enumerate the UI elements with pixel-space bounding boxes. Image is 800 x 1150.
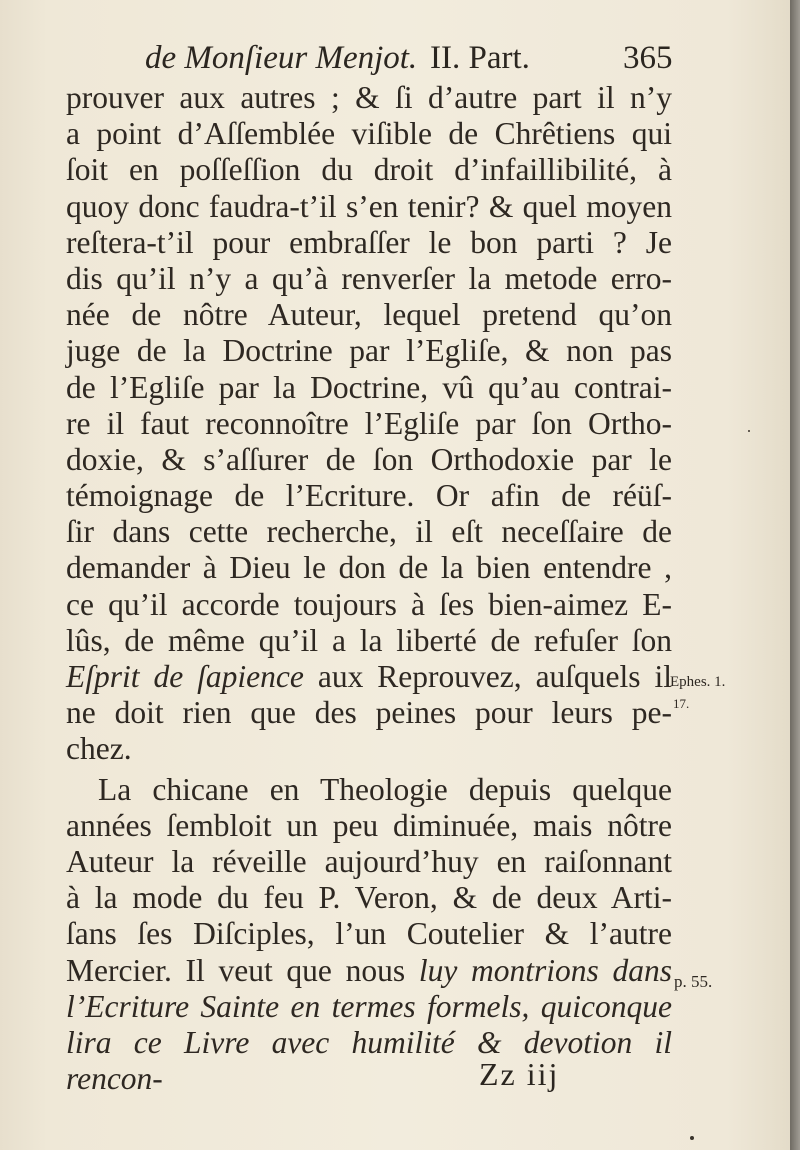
page-edge bbox=[790, 0, 800, 1150]
margin-note-page-ref: p. 55. bbox=[674, 972, 713, 991]
text-line: prouver aux autres ; & ſi d’autre part il n’y bbox=[66, 80, 672, 115]
text-line: années ſembloit un peu diminuée, mais nôtre bbox=[66, 807, 672, 843]
roman-phrase: aux Reprouvez, auſquels il bbox=[303, 659, 673, 694]
text-line: doxie, & s’aſſurer de ſon Orthodoxie par le bbox=[66, 441, 672, 477]
roman-phrase: Mercier. Il veut que nous bbox=[66, 952, 419, 988]
text-line: ſir dans cette recherche, il eſt neceſſaire de bbox=[66, 514, 672, 550]
italic-text-line: lira ce Livre avec humilité & devotion il rencon- bbox=[66, 1024, 672, 1097]
margin-note-verse: 17. bbox=[673, 696, 690, 711]
running-head-part: II. Part. bbox=[430, 40, 530, 76]
ink-speck bbox=[690, 1136, 694, 1140]
text-line-mixed bbox=[66, 953, 672, 989]
text-line: ſoit en poſſeſſion du droit d’infaillibilité, à bbox=[66, 152, 672, 188]
running-head-title: de Monſieur Menjot. bbox=[145, 40, 418, 76]
italic-phrase: Eſprit de ſapience bbox=[66, 659, 304, 694]
margin-note-ephes: Ephes. 1. bbox=[670, 674, 726, 690]
signature-mark: Zz iij bbox=[479, 1056, 560, 1092]
text-line: lûs, de même qu’il a la liberté de refuſer ſon bbox=[66, 622, 672, 658]
text-line: de l’Egliſe par la Doctrine, vû qu’au contrai- bbox=[66, 369, 672, 405]
text-line: Auteur la réveille aujourd’huy en raiſonnant bbox=[66, 843, 672, 879]
ink-speck bbox=[748, 430, 750, 432]
text-line: juge de la Doctrine par l’Egliſe, & non pas bbox=[66, 333, 672, 369]
text-line: témoignage de l’Ecriture. Or afin de réüſ- bbox=[66, 478, 672, 514]
text-line: quoy donc faudra-t’il s’en tenir? & quel moyen bbox=[66, 188, 672, 224]
text-line: née de nôtre Auteur, lequel pretend qu’on bbox=[66, 297, 672, 333]
text-line-mixed bbox=[66, 659, 672, 695]
text-line: ne doit rien que des peines pour leurs pe- bbox=[66, 695, 672, 731]
text-line: re il faut reconnoître l’Egliſe par ſon Ortho- bbox=[66, 405, 672, 441]
text-line: dis qu’il n’y a qu’à renverſer la metode erro- bbox=[66, 260, 672, 296]
text-line: ce qu’il accorde toujours à ſes bien-aimez E- bbox=[66, 586, 672, 622]
paragraph-start-line: La chicane en Theologie depuis quelque bbox=[98, 771, 672, 807]
text-line: a point d’Aſſemblée viſible de Chrêtiens qui bbox=[66, 116, 672, 152]
italic-phrase: luy montrions dans bbox=[418, 952, 672, 988]
text-line: chez. bbox=[66, 731, 132, 767]
text-line: à la mode du feu P. Veron, & de deux Arti- bbox=[66, 880, 672, 916]
text-line: demander à Dieu le don de la bien entendre , bbox=[66, 550, 672, 586]
text-line: reſtera-t’il pour embraſſer le bon parti ? Je bbox=[66, 224, 672, 260]
italic-text-line: l’Ecriture Sainte en termes formels, quiconque bbox=[66, 988, 672, 1024]
text-line: ſans ſes Diſciples, l’un Coutelier & l’autre bbox=[66, 916, 672, 952]
page-number: 365 bbox=[623, 40, 673, 76]
